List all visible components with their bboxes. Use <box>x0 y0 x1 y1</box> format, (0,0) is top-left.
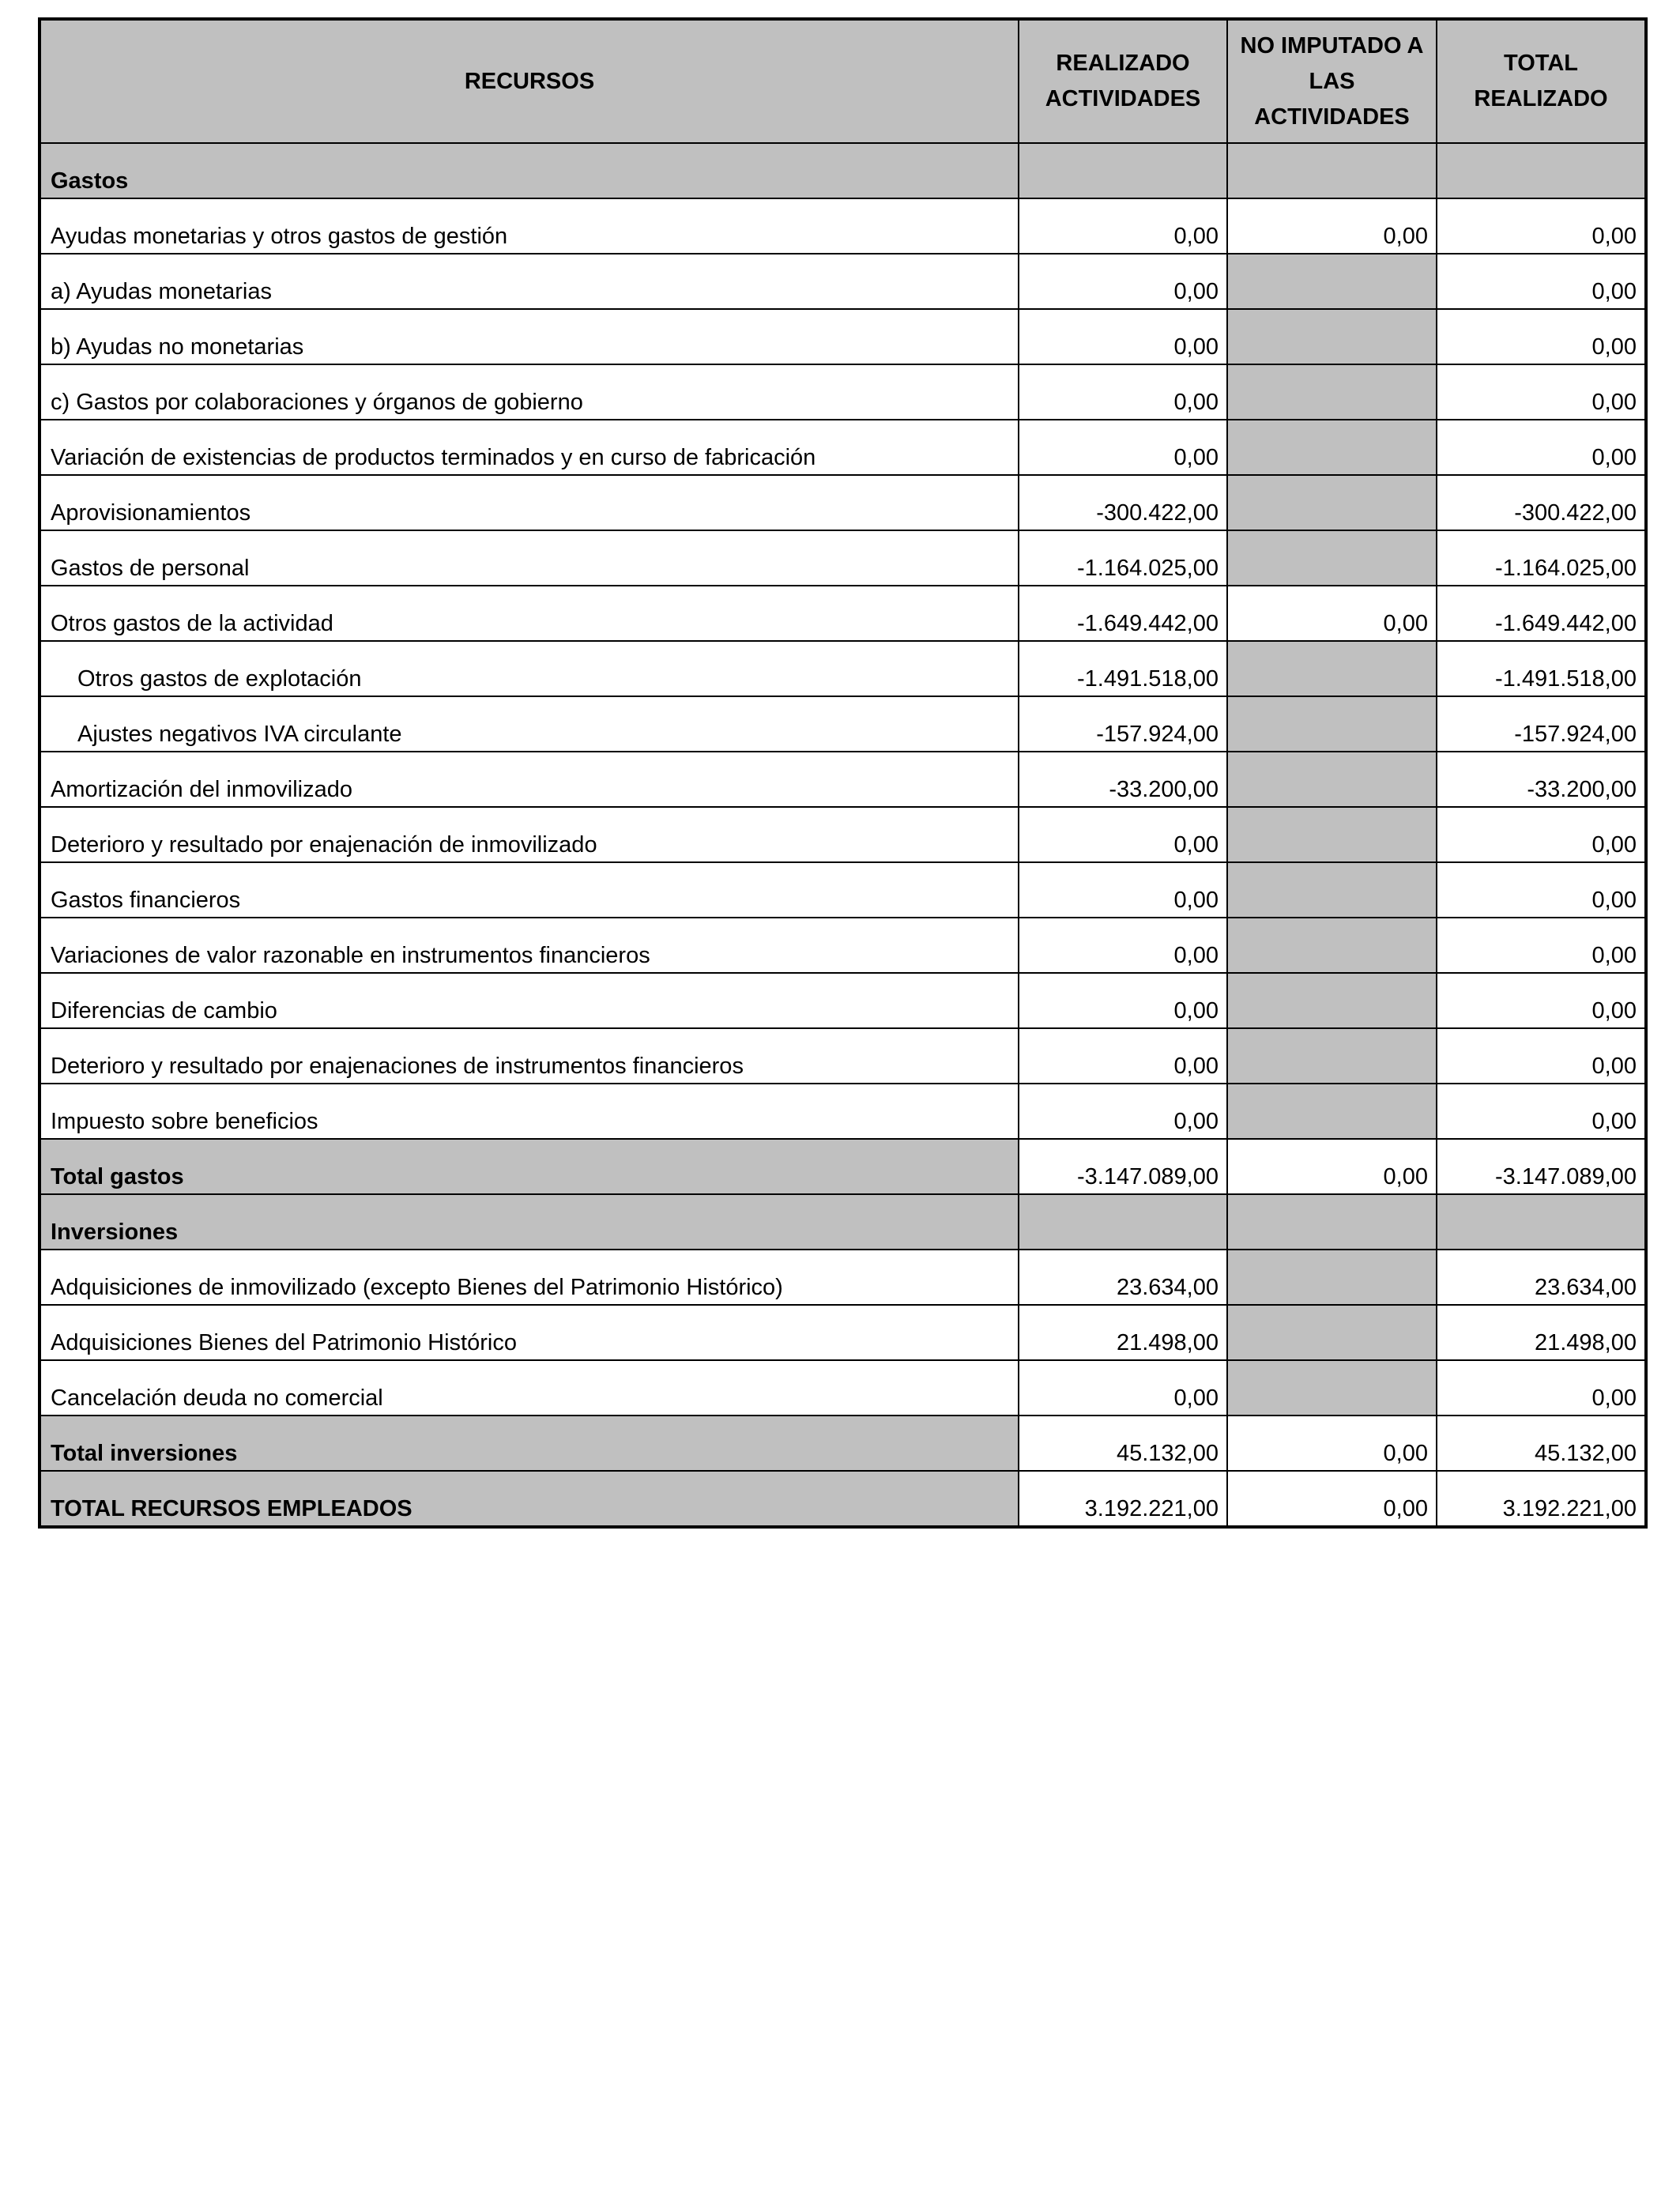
row-label: Impuesto sobre beneficios <box>40 1084 1019 1139</box>
realizado-value: 0,00 <box>1019 198 1227 254</box>
realizado-value: 0,00 <box>1019 364 1227 420</box>
table-row <box>40 918 1646 973</box>
row-label: Total gastos <box>40 1139 1019 1194</box>
row-label: Deterioro y resultado por enajenación de inmovilizado <box>40 807 1019 862</box>
total-value: 0,00 <box>1437 198 1646 254</box>
total-value: -1.491.518,00 <box>1437 641 1646 696</box>
table-row <box>40 1305 1646 1360</box>
total-value: -1.649.442,00 <box>1437 586 1646 641</box>
table-row <box>40 530 1646 586</box>
section-label: Gastos <box>40 143 1019 198</box>
table-row <box>40 420 1646 475</box>
realizado-value: -1.649.442,00 <box>1019 586 1227 641</box>
row-label: Gastos financieros <box>40 862 1019 918</box>
total-value: 3.192.221,00 <box>1437 1471 1646 1527</box>
table-row <box>40 1250 1646 1305</box>
row-label: Ajustes negativos IVA circulante <box>40 696 1019 752</box>
table-row <box>40 254 1646 309</box>
shaded-empty-cell <box>1227 1084 1437 1139</box>
row-label: Ayudas monetarias y otros gastos de gestión <box>40 198 1019 254</box>
realizado-value: -1.164.025,00 <box>1019 530 1227 586</box>
no-imputado-value: 0,00 <box>1227 198 1437 254</box>
total-value: 0,00 <box>1437 364 1646 420</box>
total-row <box>40 1471 1646 1527</box>
table-row <box>40 696 1646 752</box>
realizado-value: -300.422,00 <box>1019 475 1227 530</box>
row-label: Adquisiciones de inmovilizado (excepto Bienes del Patrimonio Histórico) <box>40 1250 1019 1305</box>
row-label: Aprovisionamientos <box>40 475 1019 530</box>
shaded-empty-cell <box>1227 1250 1437 1305</box>
section-empty-cell <box>1437 143 1646 198</box>
shaded-empty-cell <box>1227 807 1437 862</box>
realizado-value: 0,00 <box>1019 309 1227 364</box>
no-imputado-value: 0,00 <box>1227 1416 1437 1471</box>
row-label: Variación de existencias de productos terminados y en curso de fabricación <box>40 420 1019 475</box>
row-label: Cancelación deuda no comercial <box>40 1360 1019 1416</box>
realizado-value: 0,00 <box>1019 254 1227 309</box>
shaded-empty-cell <box>1227 530 1437 586</box>
shaded-empty-cell <box>1227 364 1437 420</box>
table-row <box>40 641 1646 696</box>
realizado-value: 3.192.221,00 <box>1019 1471 1227 1527</box>
shaded-empty-cell <box>1227 973 1437 1028</box>
total-value: -157.924,00 <box>1437 696 1646 752</box>
total-value: 0,00 <box>1437 1028 1646 1084</box>
realizado-value: 0,00 <box>1019 1360 1227 1416</box>
table-row <box>40 752 1646 807</box>
realizado-value: 0,00 <box>1019 807 1227 862</box>
realizado-value: 0,00 <box>1019 918 1227 973</box>
realizado-value: 45.132,00 <box>1019 1416 1227 1471</box>
shaded-empty-cell <box>1227 309 1437 364</box>
total-value: -1.164.025,00 <box>1437 530 1646 586</box>
table-row <box>40 1084 1646 1139</box>
shaded-empty-cell <box>1227 862 1437 918</box>
total-value: 0,00 <box>1437 862 1646 918</box>
shaded-empty-cell <box>1227 696 1437 752</box>
shaded-empty-cell <box>1227 752 1437 807</box>
row-label: c) Gastos por colaboraciones y órganos de gobierno <box>40 364 1019 420</box>
row-label: Otros gastos de explotación <box>40 641 1019 696</box>
table-row <box>40 862 1646 918</box>
header-recursos: RECURSOS <box>40 19 1019 143</box>
total-value: 0,00 <box>1437 918 1646 973</box>
total-value: 0,00 <box>1437 973 1646 1028</box>
total-value: 0,00 <box>1437 254 1646 309</box>
shaded-empty-cell <box>1227 475 1437 530</box>
header-no-imputado: NO IMPUTADO A LAS ACTIVIDADES <box>1227 19 1437 143</box>
row-label: Gastos de personal <box>40 530 1019 586</box>
section-empty-cell <box>1227 1194 1437 1250</box>
realizado-value: -3.147.089,00 <box>1019 1139 1227 1194</box>
section-empty-cell <box>1019 143 1227 198</box>
header-realizado-actividades: REALIZADO ACTIVIDADES <box>1019 19 1227 143</box>
total-value: -33.200,00 <box>1437 752 1646 807</box>
total-row <box>40 1139 1646 1194</box>
table-row <box>40 198 1646 254</box>
row-label: Deterioro y resultado por enajenaciones de instrumentos financieros <box>40 1028 1019 1084</box>
shaded-empty-cell <box>1227 254 1437 309</box>
table-row <box>40 1360 1646 1416</box>
shaded-empty-cell <box>1227 1028 1437 1084</box>
shaded-empty-cell <box>1227 918 1437 973</box>
total-value: -3.147.089,00 <box>1437 1139 1646 1194</box>
total-value: 45.132,00 <box>1437 1416 1646 1471</box>
table-row <box>40 807 1646 862</box>
total-value: 0,00 <box>1437 420 1646 475</box>
realizado-value: 0,00 <box>1019 420 1227 475</box>
table-row <box>40 586 1646 641</box>
row-label: Otros gastos de la actividad <box>40 586 1019 641</box>
table-row <box>40 1028 1646 1084</box>
no-imputado-value: 0,00 <box>1227 1471 1437 1527</box>
total-value: 0,00 <box>1437 1084 1646 1139</box>
section-label: Inversiones <box>40 1194 1019 1250</box>
total-value: 0,00 <box>1437 807 1646 862</box>
shaded-empty-cell <box>1227 641 1437 696</box>
section-row <box>40 1194 1646 1250</box>
realizado-value: 21.498,00 <box>1019 1305 1227 1360</box>
header-row <box>40 19 1646 143</box>
section-empty-cell <box>1019 1194 1227 1250</box>
section-empty-cell <box>1227 143 1437 198</box>
row-label: Adquisiciones Bienes del Patrimonio Histórico <box>40 1305 1019 1360</box>
realizado-value: -157.924,00 <box>1019 696 1227 752</box>
realizado-value: -1.491.518,00 <box>1019 641 1227 696</box>
row-label: a) Ayudas monetarias <box>40 254 1019 309</box>
total-value: 0,00 <box>1437 1360 1646 1416</box>
total-value: 21.498,00 <box>1437 1305 1646 1360</box>
total-row <box>40 1416 1646 1471</box>
table-row <box>40 364 1646 420</box>
row-label: Variaciones de valor razonable en instrumentos financieros <box>40 918 1019 973</box>
table-header <box>40 19 1646 143</box>
row-label: Total inversiones <box>40 1416 1019 1471</box>
shaded-empty-cell <box>1227 1305 1437 1360</box>
row-label: b) Ayudas no monetarias <box>40 309 1019 364</box>
table-row <box>40 475 1646 530</box>
total-value: -300.422,00 <box>1437 475 1646 530</box>
row-label: TOTAL RECURSOS EMPLEADOS <box>40 1471 1019 1527</box>
table-row <box>40 973 1646 1028</box>
total-value: 0,00 <box>1437 309 1646 364</box>
section-row <box>40 143 1646 198</box>
header-total-realizado: TOTAL REALIZADO <box>1437 19 1646 143</box>
realizado-value: 23.634,00 <box>1019 1250 1227 1305</box>
resources-table <box>38 17 1648 1529</box>
no-imputado-value: 0,00 <box>1227 586 1437 641</box>
realizado-value: 0,00 <box>1019 1084 1227 1139</box>
realizado-value: 0,00 <box>1019 1028 1227 1084</box>
row-label: Amortización del inmovilizado <box>40 752 1019 807</box>
row-label: Diferencias de cambio <box>40 973 1019 1028</box>
shaded-empty-cell <box>1227 1360 1437 1416</box>
realizado-value: 0,00 <box>1019 973 1227 1028</box>
no-imputado-value: 0,00 <box>1227 1139 1437 1194</box>
table-row <box>40 309 1646 364</box>
realizado-value: -33.200,00 <box>1019 752 1227 807</box>
table-body <box>40 143 1646 1527</box>
realizado-value: 0,00 <box>1019 862 1227 918</box>
section-empty-cell <box>1437 1194 1646 1250</box>
total-value: 23.634,00 <box>1437 1250 1646 1305</box>
shaded-empty-cell <box>1227 420 1437 475</box>
